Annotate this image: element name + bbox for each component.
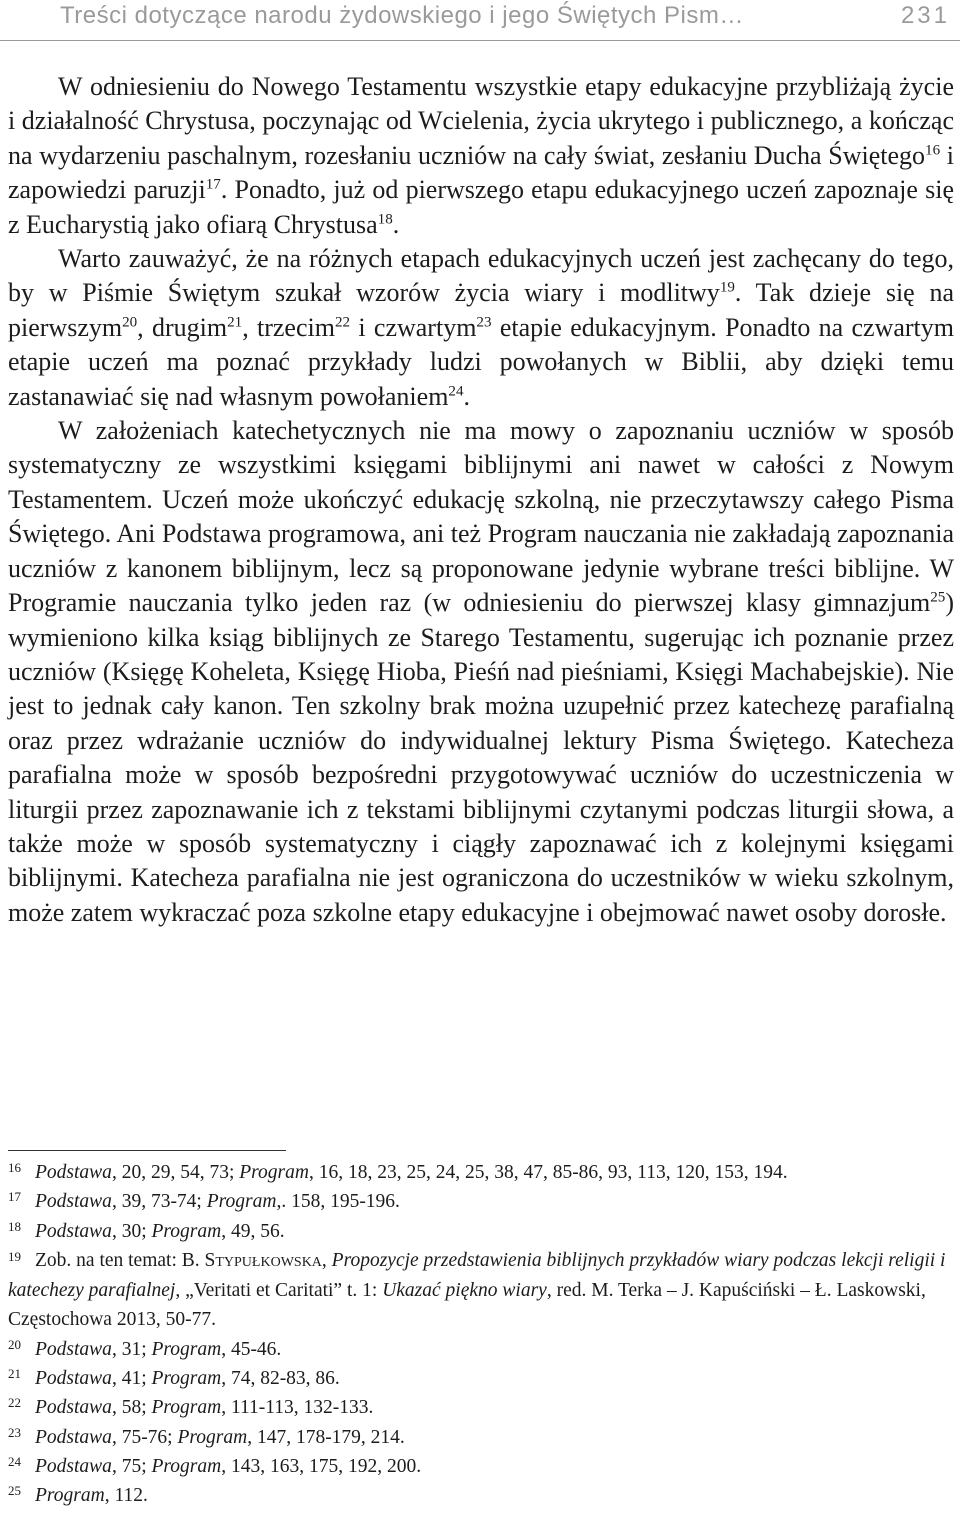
text-run: , trzecim [242, 312, 335, 342]
text-run: , red. M. Terka – J. Kapuściński – Ł. Laskowski, Częstochowa 2013, 50-77. [8, 1280, 926, 1331]
footnote-text [35, 1481, 956, 1510]
italic-text: Ukazać piękno wiary [382, 1280, 547, 1302]
italic-text: Program [239, 1162, 309, 1183]
footnote-number: 24 [8, 1453, 21, 1469]
italic-text: Program [151, 1220, 222, 1242]
footnote-text [35, 1158, 956, 1187]
footnote-number: 16 [8, 1160, 21, 1175]
text-run: i zapowiedzi paruzji [8, 140, 954, 205]
text-run: Warto zauważyć, że na różnych etapach edukacyjnych uczeń jest zachęcany do tego, by w Piśmie Świętym szukał wzorów życia wiary i modlitwy [8, 244, 954, 308]
footnote-number: 19 [8, 1248, 21, 1264]
italic-text: Program [151, 1397, 222, 1419]
paragraph [8, 70, 954, 242]
text-run: , [321, 1249, 332, 1271]
text-run: , 58; [111, 1397, 152, 1419]
text-run: , drugim [137, 312, 228, 342]
italic-text: Podstawa [35, 1338, 112, 1360]
paragraph [8, 242, 954, 414]
text-run: i czwartym [350, 312, 477, 342]
footnote-ref: 23 [476, 314, 492, 331]
footnote-ref: 22 [334, 314, 351, 331]
text-run: , 112. [104, 1485, 148, 1507]
footnote [8, 1217, 956, 1246]
footnote-ref: 17 [205, 176, 221, 193]
footnote-number: 18 [8, 1218, 21, 1234]
footnote-ref: 18 [377, 210, 393, 227]
text-run: , „Veritati et Caritati” t. 1: [175, 1280, 383, 1302]
footnote-number: 22 [8, 1395, 21, 1411]
text-run: . [392, 209, 400, 239]
text-run: ) wymieniono kilka ksiąg biblijnych ze Starego Testamentu, sugerując ich poznanie przez uczniów (Księgę Koheleta, Księgę Hioba, Pieśń nad pieśniami, Księgi Machabejskie). Nie jest to jednak cały kanon. Ten szkolny brak można uzupełnić przez katechezę parafialną oraz przez wdrażanie uczniów do indywidualnej lektury Pisma Świętego. Katecheza parafialna może w sposób bezpośredni przygotowywać uczniów do uczestniczenia w liturgii przez zapoznawanie ich z tekstami biblijnymi czytanymi podczas liturgii słowa, a także może w sposób systematyczny i ciągły zapoznawać ich z kolejnymi księgami biblijnymi. Katecheza parafialna nie jest ograniczona do uczestników w wieku szkolnym, może zatem wykraczać poza szkolne etapy edukacyjne i obejmować nawet osoby dorosłe. [8, 588, 954, 927]
text-run: , 75; [111, 1455, 152, 1477]
text-run: , 143, 163, 175, 192, 200. [221, 1455, 422, 1477]
text-run: , 31; [111, 1338, 152, 1360]
italic-text: Program [151, 1368, 222, 1390]
running-header [0, 0, 960, 44]
text-run: Zob. na ten temat: B. [35, 1249, 205, 1271]
footnote-text [35, 1217, 956, 1246]
footnote [8, 1246, 956, 1335]
text-run: . Ponadto, już od pierwszego etapu edukacyjnego uczeń zapoznaje się z Eucharystią jako ofiarą Chrystusa [8, 175, 955, 239]
italic-text: Podstawa [35, 1397, 112, 1419]
text-run: W założeniach katechetycznych nie ma mowy o zapoznaniu uczniów w sposób systematyczny ze wszystkimi księgami biblijnymi ani nawet w całości z Nowym Testamentem. Uczeń może ukończyć edukację szkolną, nie przeczytawszy całego Pisma Świętego. Ani Podstawa programowa, ani też Program nauczania nie zakładają zapoznania uczniów z kanonem biblijnym, lecz są proponowane jedynie wybrane treści biblijne. W Programie nauczania tylko jeden raz (w odniesieniu do pierwszej klasy gimnazjum [8, 416, 954, 618]
footnote [8, 1423, 956, 1452]
footnote-number: 25 [8, 1483, 21, 1499]
footnote [8, 1158, 956, 1187]
footnote-text [35, 1452, 956, 1481]
footnote-text [35, 1187, 956, 1216]
italic-text: Podstawa [35, 1162, 112, 1183]
italic-text: Program [35, 1485, 105, 1507]
footnote-ref: 25 [930, 589, 946, 606]
italic-text: Program [151, 1455, 222, 1477]
footnote [8, 1187, 956, 1216]
footnote-text [35, 1335, 956, 1364]
footnote-number: 21 [8, 1366, 21, 1382]
italic-text: Podstawa [35, 1220, 112, 1242]
footnote [8, 1452, 956, 1481]
text-run: , 75-76; [111, 1426, 178, 1448]
footnote-number: 20 [8, 1336, 21, 1352]
footnote [8, 1364, 956, 1393]
footnote-ref: 24 [448, 383, 464, 399]
text-run: , 49, 56. [221, 1220, 285, 1242]
text-run: . [463, 381, 470, 411]
footnotes [8, 1158, 956, 1511]
text-run: W odniesieniu do Nowego Testamentu wszystkie etapy edukacyjne przybliżają życie i działalność Chrystusa, poczynając od Wcielenia, życia ukrytego i publicznego, a kończąc na wydarzeniu paschalnym, rozesłaniu uczniów na cały świat, zesłaniu Ducha Świętego [8, 72, 954, 170]
italic-text: Program [151, 1338, 222, 1360]
footnote-text [35, 1423, 956, 1452]
footnote [8, 1335, 956, 1364]
italic-text: Program [177, 1426, 248, 1448]
footnote-ref: 21 [227, 314, 243, 331]
text-run: , 147, 178-179, 214. [247, 1426, 405, 1448]
text-run: , 30; [111, 1220, 152, 1242]
footnote-number: 17 [8, 1189, 21, 1205]
text-run: , 41; [111, 1368, 152, 1390]
italic-text: Podstawa [35, 1455, 112, 1477]
text-run: , 16, 18, 23, 25, 24, 25, 38, 47, 85-86, 93, 113, 120, 153, 194. [308, 1162, 788, 1183]
page-number: 231 [900, 2, 950, 29]
footnote-ref: 19 [719, 279, 735, 296]
text-run: . Tak dzieje się na pierwszym [8, 278, 954, 342]
running-title: Treści dotyczące narodu żydowskiego i jego Świętych Pism… [60, 2, 744, 29]
text-run: , 74, 82-83, 86. [221, 1368, 340, 1390]
text-run: , 39, 73-74; [111, 1191, 207, 1213]
text-run: , 20, 29, 54, 73; [111, 1162, 240, 1183]
italic-text: Podstawa [35, 1368, 112, 1390]
footnote-text [35, 1364, 956, 1393]
header-rule [0, 40, 960, 41]
italic-text: Program [206, 1191, 277, 1213]
footnote [8, 1393, 956, 1422]
footnote-ref: 16 [925, 142, 941, 159]
main-text [8, 70, 954, 930]
italic-text: Propozycje przedstawienia biblijnych przykładów wiary podczas lekcji religii i katechezy parafialnej [8, 1249, 946, 1302]
author-name: Stypułkowska [204, 1249, 322, 1271]
footnote-text [35, 1393, 956, 1422]
footnote [8, 1481, 956, 1510]
text-run: etapie edukacyjnym. Ponadto na czwartym etapie uczeń ma poznać przykłady ludzi powołanych w Biblii, aby dzięki temu zastanawiać się nad własnym powołaniem [8, 312, 955, 411]
footnote-number: 23 [8, 1424, 21, 1440]
footnote-ref: 20 [122, 314, 138, 331]
paragraph [8, 414, 954, 930]
text-run: , 45-46. [221, 1338, 282, 1360]
footnote-separator [8, 1150, 286, 1151]
italic-text: Podstawa [35, 1426, 112, 1448]
italic-text: Podstawa [35, 1191, 112, 1213]
text-run: , 111-113, 132-133. [221, 1397, 374, 1419]
text-run: ,. 158, 195-196. [276, 1191, 400, 1213]
